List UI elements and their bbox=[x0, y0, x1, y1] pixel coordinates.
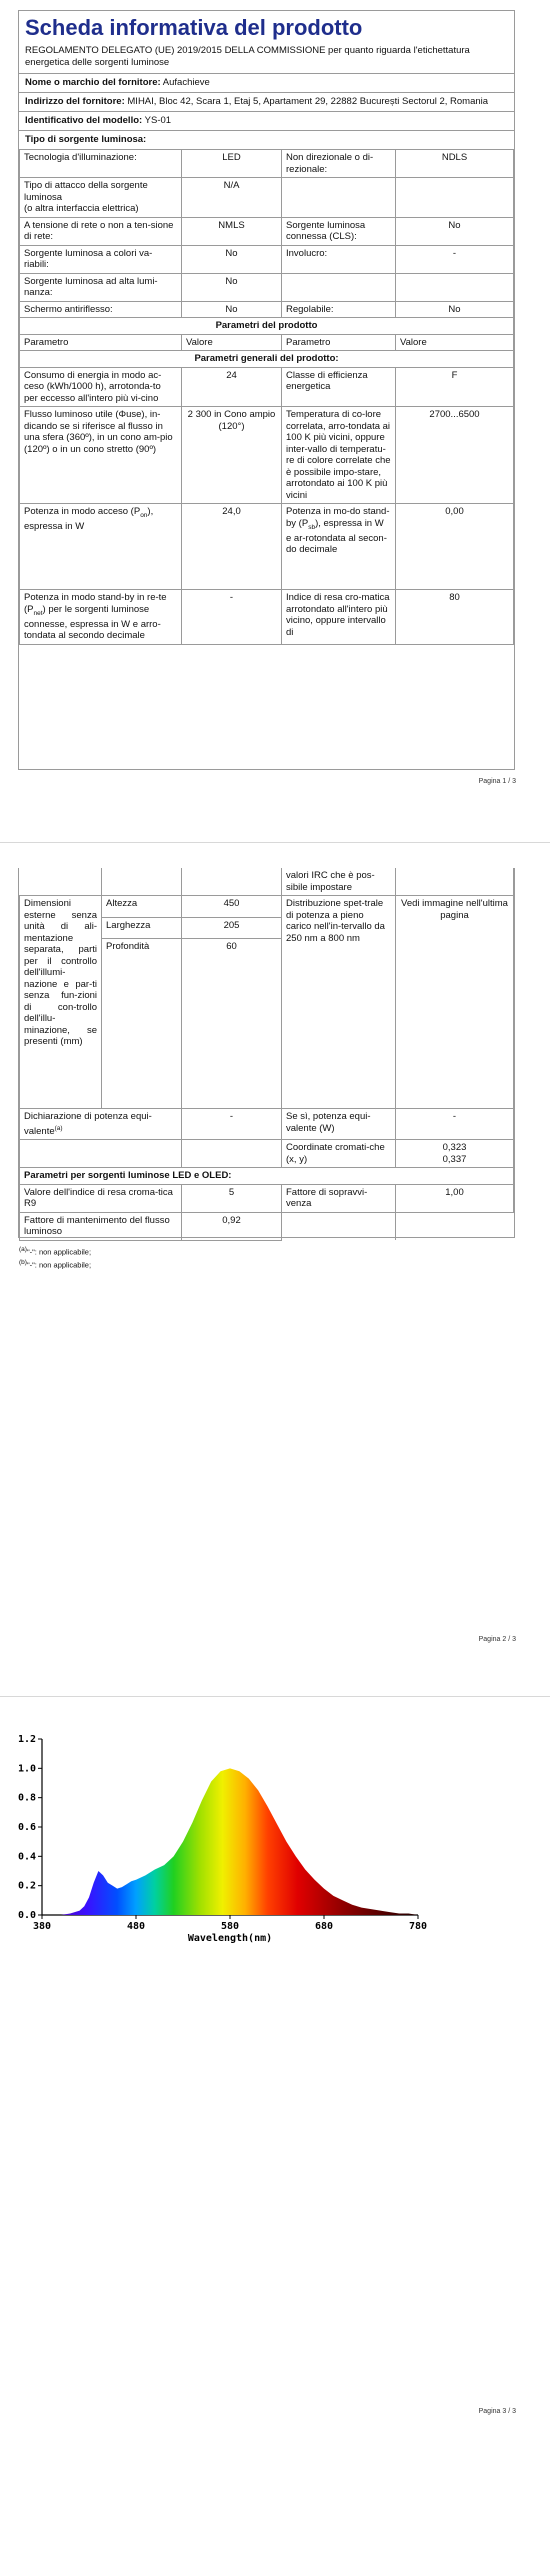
section-header: Parametri per sorgenti luminose LED e OLED: bbox=[20, 1168, 514, 1185]
table-row: Dimensioni esterne senza unità di ali-mentazione separata, parti per il controllo dell'illumi-nazione e par-ti senza fun-zioni di con-trollo dell'illu-minazione, se presenti (mm) Altezza 450 Distribuzione spet-trale di potenza a pieno carico nell'in-tervallo da 250 nm a 800 nm Vedi immagine nell'ultima pagina bbox=[20, 896, 514, 918]
y-tick-label: 0.0 bbox=[17, 1910, 36, 1921]
page-2 bbox=[0, 860, 550, 1680]
address-row: Indirizzo del fornitore: MIHAI, Bloc 42, Scara 1, Etaj 5, Apartament 29, 22882 București Sectorul 2, Romania bbox=[19, 92, 514, 111]
table-row: Larghezza 205 bbox=[20, 917, 514, 939]
x-tick-label: 580 bbox=[220, 1921, 240, 1932]
section-header: Parametri generali del prodotto: bbox=[20, 351, 514, 368]
source-type-row: Tipo di sorgente luminosa: bbox=[19, 130, 514, 149]
column-headers: Parametro Valore Parametro Valore bbox=[20, 334, 514, 351]
spd-area bbox=[42, 1768, 418, 1915]
table-row: Potenza in modo stand-by in re-te $(P_{net})$ per le sorgenti luminose connesse, espressa in W e arro-tondata al secondo decimale - Indice di resa cro-matica arrotondato all'intero più vicino, oppure intervallo di 80 bbox=[20, 590, 514, 645]
product-info-sheet bbox=[18, 10, 515, 770]
table-row: Sorgente luminosa ad alta lumi-nanza: No bbox=[20, 273, 514, 301]
footnotes bbox=[19, 1241, 514, 1274]
product-table-continued bbox=[19, 868, 514, 1241]
product-table bbox=[19, 149, 514, 645]
model-row: Identificativo del modello: YS-01 bbox=[19, 111, 514, 130]
table-row: Schermo antiriflesso: No Regolabile: No bbox=[20, 301, 514, 318]
x-tick-label: 380 bbox=[32, 1921, 52, 1932]
page-number: Pagina 2 / 3 bbox=[478, 1636, 516, 1643]
y-tick-label: 1.2 bbox=[17, 1734, 36, 1745]
y-tick-label: 1.0 bbox=[17, 1763, 36, 1775]
product-info-sheet-continued bbox=[18, 868, 515, 1270]
table-row: Sorgente luminosa a colori va-riabili: No Involucro: - bbox=[20, 245, 514, 273]
x-tick-label: 480 bbox=[126, 1921, 146, 1932]
page-number: Pagina 3 / 3 bbox=[478, 2408, 516, 2415]
page-separator bbox=[0, 1696, 550, 1697]
y-tick-label: 0.6 bbox=[17, 1822, 36, 1833]
spectral-distribution-chart bbox=[0, 1725, 550, 2025]
table-row: Flusso luminoso utile (Φuse), in-dicando se si riferisce al flusso in una sfera (360º), in un cono am-pio (120º) o in un cono stretto (90º) 2 300 in Cono ampio (120°) Temperatura di co-lore correlata, arro-tondata ai 100 K più vicini, oppure inter-vallo di temperatu-re di colore correlate che è possibile impo-stare, arrotondato ai 100 K più vicini 2700...6500 bbox=[20, 407, 514, 504]
footnote-a: $^{(a)}$"-": non applicabile; bbox=[19, 1245, 92, 1257]
page-number: Pagina 1 / 3 bbox=[478, 778, 516, 785]
page-title: Scheda informativa del prodotto bbox=[25, 15, 363, 40]
y-tick-label: 0.8 bbox=[17, 1792, 36, 1804]
y-tick-label: 0.2 bbox=[17, 1880, 36, 1892]
y-tick-label: 0.4 bbox=[17, 1851, 36, 1863]
table-row: Dichiarazione di potenza equi-valente$^{(a)}$ - Se sì, potenza equi-valente (W) - bbox=[20, 1109, 514, 1140]
table-row: Profondità 60 bbox=[20, 939, 514, 1109]
table-row: Coordinate cromati-che (x, y) 0,323 0,337 bbox=[20, 1140, 514, 1168]
table-row: Tecnologia d'illuminazione: LED Non direzionale o di-rezionale: NDLS bbox=[20, 150, 514, 178]
footnote-b: $^{(b)}$"-": non applicabile; bbox=[19, 1259, 92, 1270]
page-1 bbox=[0, 0, 550, 840]
regulation-text: REGOLAMENTO DELEGATO (UE) 2019/2015 DELLA COMMISSIONE per quanto riguarda l'etichettatura energetica delle sorgenti luminose bbox=[25, 45, 470, 68]
table-row: A tensione di rete o non a ten-sione di rete: NMLS Sorgente luminosa connessa (CLS): No bbox=[20, 217, 514, 245]
table-row: Consumo di energia in modo ac-ceso (kWh/1000 h), arrotonda-to per eccesso all'intero più vi-cino 24 Classe di efficienza energetica F bbox=[20, 367, 514, 407]
table-row: valori IRC che è pos-sibile impostare bbox=[20, 868, 514, 896]
section-header: Parametri del prodotto bbox=[20, 318, 514, 335]
table-row: Valore dell'indice di resa croma-tica R9 5 Fattore di sopravvi-venza 1,00 bbox=[20, 1184, 514, 1212]
page-separator bbox=[0, 842, 550, 843]
supplier-row: Nome o marchio del fornitore: Aufachieve bbox=[19, 73, 514, 92]
table-row: Fattore di mantenimento del flusso luminoso 0,92 bbox=[20, 1212, 514, 1240]
x-tick-label: 680 bbox=[314, 1921, 334, 1932]
x-tick-label: 780 bbox=[408, 1921, 428, 1932]
x-axis-label: Wavelength(nm) bbox=[187, 1933, 273, 1944]
table-row: Potenza in modo acceso $(P_{on})$, espressa in W 24,0 Potenza in mo-do stand-by $(P_{sb})$, espressa in W e ar-rotondata al secon-do decimale 0,00 bbox=[20, 504, 514, 590]
table-row: Tipo di attacco della sorgente luminosa (o altra interfaccia elettrica) N/A bbox=[20, 178, 514, 218]
